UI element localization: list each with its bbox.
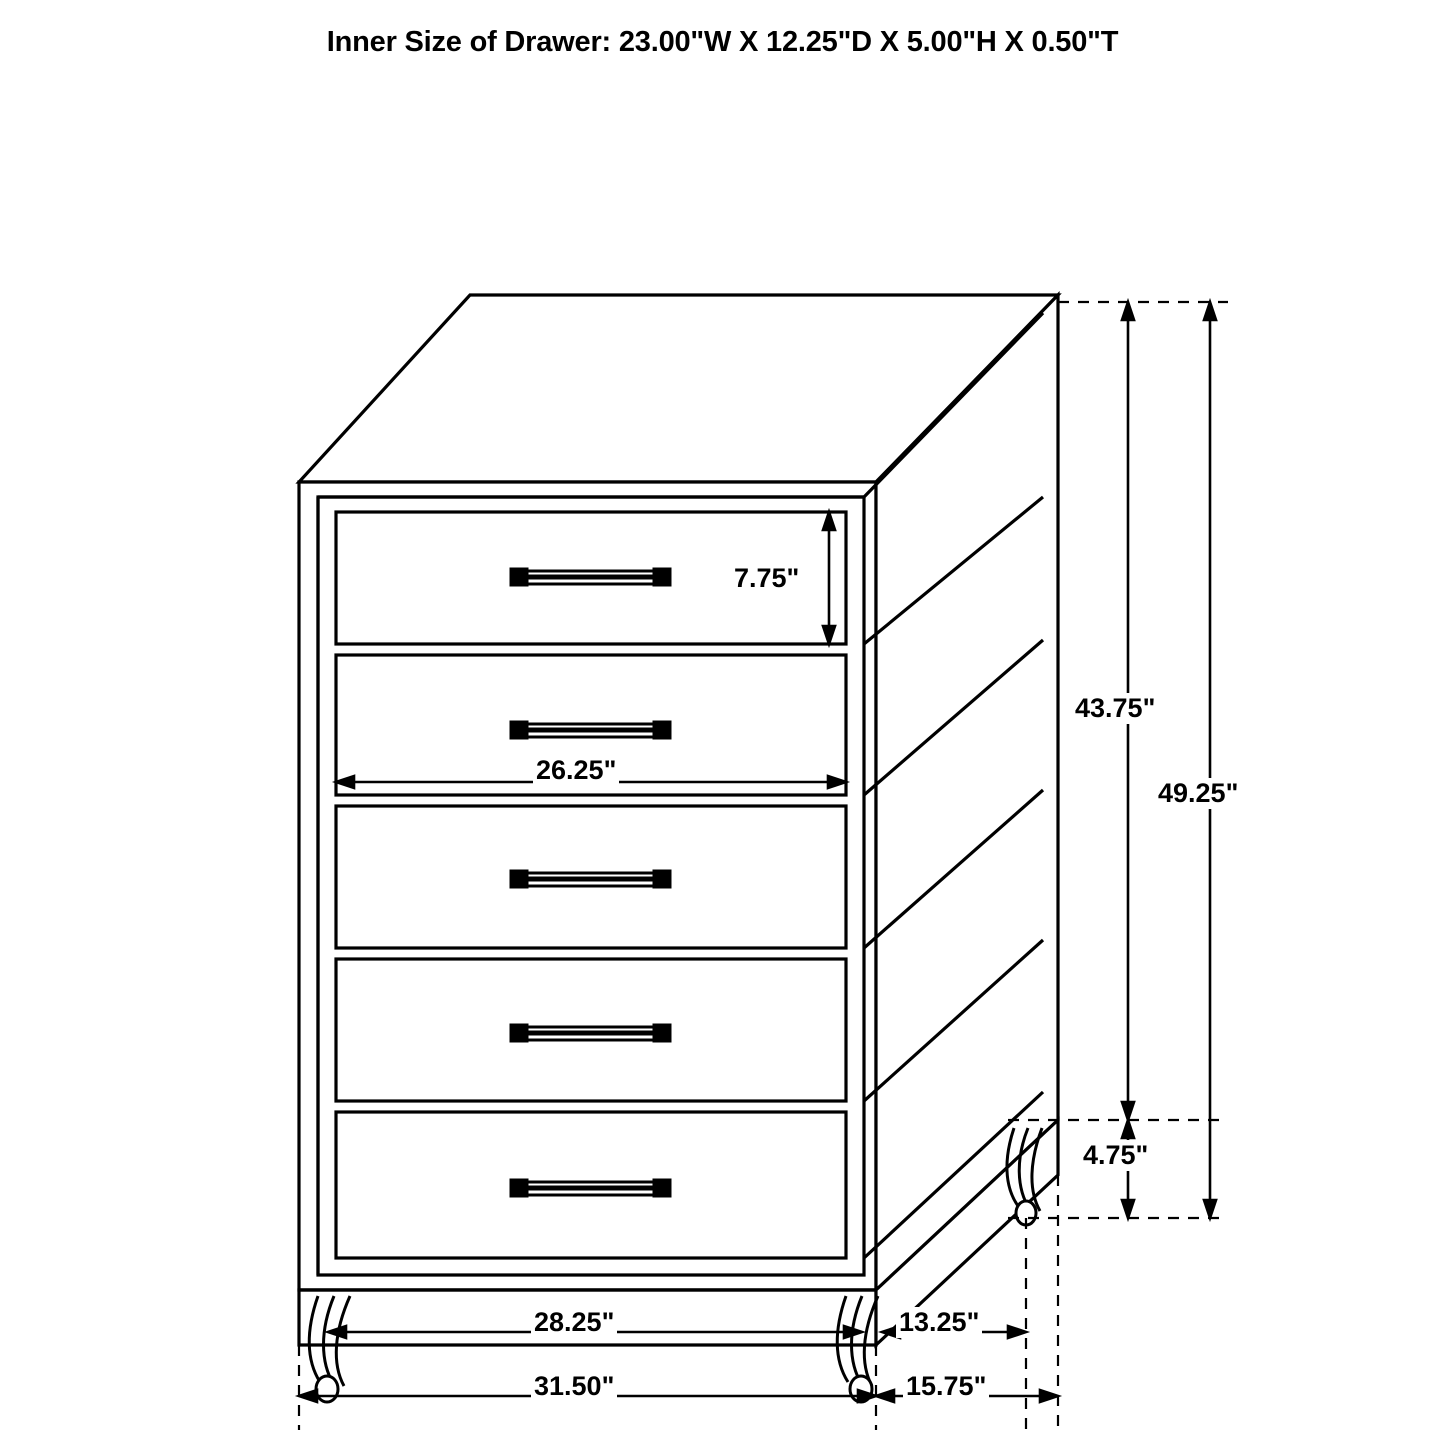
page-title: Inner Size of Drawer: 23.00"W X 12.25"D X 5.00"H X 0.50"T bbox=[326, 26, 1119, 58]
dimension-body-height: 43.75" bbox=[1072, 693, 1158, 724]
dimension-top-drawer-height: 7.75" bbox=[731, 563, 802, 594]
dimension-case-depth: 13.25" bbox=[896, 1307, 982, 1338]
dimension-overall-width: 31.50" bbox=[531, 1371, 617, 1402]
dimension-overall-depth: 15.75" bbox=[903, 1371, 989, 1402]
dimension-leg-height: 4.75" bbox=[1080, 1140, 1151, 1171]
dimension-overall-height: 49.25" bbox=[1155, 778, 1241, 809]
dimension-case-width: 28.25" bbox=[531, 1307, 617, 1338]
dimension-drawer-front-width: 26.25" bbox=[533, 755, 619, 786]
